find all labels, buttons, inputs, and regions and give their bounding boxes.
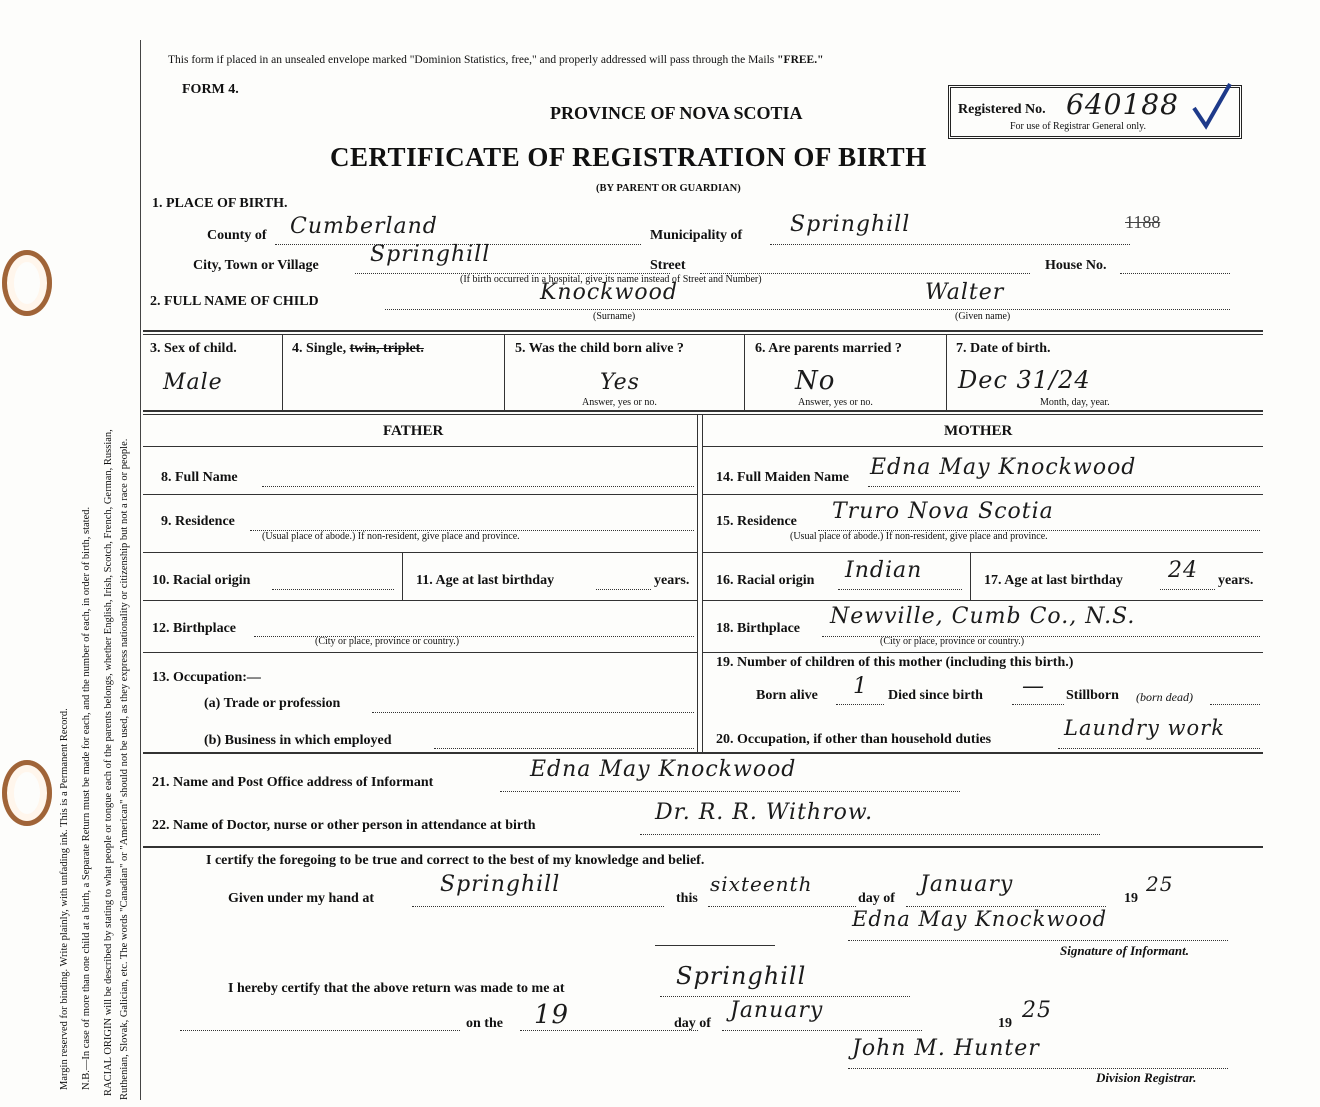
- county-label: County of: [207, 228, 267, 243]
- mail-note: [168, 54, 823, 66]
- father-age-label: 11. Age at last birthday: [416, 573, 555, 588]
- mother-children-label: 19. Number of children of this mother (including this birth.): [716, 655, 1074, 670]
- return-label: I hereby certify that the above return was made to me at: [228, 981, 565, 996]
- dob-caption: Month, day, year.: [1040, 397, 1110, 408]
- margin-racial-note-2: Ruthenian, Slovak, Galician, etc. The words "Canadian" or "American" should not be used, as they express nationality or citizenship but not a race or people.: [119, 438, 130, 1100]
- mother-occupation-value: Laundry work: [1064, 716, 1225, 740]
- on-month-value: January: [730, 998, 824, 1023]
- father-trade-label: (a) Trade or profession: [204, 696, 341, 711]
- mother-occupation-label: 20. Occupation, if other than household duties: [716, 732, 992, 747]
- on-year-value: 25: [1022, 998, 1052, 1023]
- registered-label: Registered No.: [958, 102, 1046, 117]
- mother-age-label: 17. Age at last birthday: [984, 573, 1123, 588]
- on-year-prefix: 19: [998, 1016, 1012, 1031]
- mother-birthplace-label: 18. Birthplace: [716, 621, 800, 636]
- mail-note-free: "FREE.": [777, 54, 824, 66]
- informant-signature: Edna May Knockwood: [852, 907, 1108, 931]
- on-day-of-label: day of: [674, 1016, 711, 1031]
- county-value: Cumberland: [290, 214, 438, 239]
- margin-nb-note: N.B.—In case of more than one child at a birth, a Separate Return must be made for each, and the number of each, in order of birth, stated.: [81, 506, 92, 1090]
- return-place: Springhill: [676, 962, 807, 990]
- sex-value: Male: [163, 370, 223, 395]
- house-label: House No.: [1045, 258, 1107, 273]
- day-value: sixteenth: [710, 872, 813, 896]
- city-value: Springhill: [370, 242, 491, 267]
- year-prefix: 19: [1124, 891, 1138, 906]
- year-value: 25: [1146, 872, 1174, 896]
- father-birthplace-label: 12. Birthplace: [152, 621, 236, 636]
- single-label-text: 4. Single,: [292, 341, 350, 356]
- given-label: Given under my hand at: [228, 891, 374, 906]
- married-caption: Answer, yes or no.: [798, 397, 873, 408]
- married-value: No: [795, 366, 836, 396]
- father-residence-caption: (Usual place of abode.) If non-resident, give place and province.: [262, 531, 520, 542]
- city-label: City, Town or Village: [193, 258, 319, 273]
- dob-label: 7. Date of birth.: [956, 341, 1051, 356]
- surname-caption: (Surname): [593, 311, 636, 322]
- single-label-struck: twin, triplet.: [349, 341, 424, 356]
- stillborn-label: Stillborn: [1066, 688, 1119, 703]
- father-occupation-label: 13. Occupation:—: [152, 670, 261, 685]
- mother-racial-value: Indian: [845, 558, 923, 583]
- father-name-label: 8. Full Name: [161, 470, 238, 485]
- registered-number: 640188: [1066, 88, 1179, 121]
- margin-binding-note: Margin reserved for binding. Write plainly, with unfading ink. This is a Permanent Record.: [59, 708, 70, 1090]
- mother-age-value: 24: [1168, 558, 1198, 583]
- binding-hole-top: [2, 250, 52, 316]
- sex-label: 3. Sex of child.: [150, 341, 237, 356]
- this-label: this: [676, 891, 698, 906]
- form-number: FORM 4.: [182, 82, 239, 97]
- mother-residence-caption: (Usual place of abode.) If non-resident, give place and province.: [790, 531, 1048, 542]
- hospital-note: (If birth occurred in a hospital, give its name instead of Street and Number): [460, 274, 762, 285]
- alive-value: Yes: [600, 370, 640, 395]
- dob-value: Dec 31/24: [958, 366, 1091, 394]
- mail-note-text: This form if placed in an unsealed envelope marked "Dominion Statistics, free," and properly addressed will pass through the Mails: [168, 54, 778, 66]
- stillborn-note: (born dead): [1136, 690, 1193, 704]
- street-label: Street: [650, 258, 686, 273]
- born-alive-value: 1: [853, 674, 868, 699]
- check-mark-icon: [1192, 82, 1232, 130]
- alive-label: 5. Was the child born alive ?: [515, 341, 684, 356]
- province-title: PROVINCE OF NOVA SCOTIA: [550, 103, 803, 123]
- binding-hole-bottom: [2, 760, 52, 826]
- month-value: January: [920, 872, 1014, 897]
- registrar-caption: Division Registrar.: [1096, 1070, 1197, 1085]
- mother-birthplace-caption: (City or place, province or country.): [880, 636, 1025, 647]
- signature-caption: Signature of Informant.: [1060, 943, 1189, 958]
- child-name-label: 2. FULL NAME OF CHILD: [150, 294, 319, 309]
- on-the-label: on the: [466, 1016, 503, 1031]
- mother-maiden-value: Edna May Knockwood: [870, 455, 1137, 480]
- died-value: —: [1022, 674, 1045, 699]
- child-surname: Knockwood: [540, 280, 678, 305]
- certify-statement: I certify the foregoing to be true and correct to the best of my knowledge and belief.: [206, 853, 705, 868]
- mother-heading: MOTHER: [944, 423, 1013, 439]
- municipality-value: Springhill: [790, 212, 911, 237]
- child-given-name: Walter: [925, 280, 1005, 305]
- certificate-title: CERTIFICATE OF REGISTRATION OF BIRTH: [330, 142, 927, 172]
- registrar-signature: John M. Hunter: [852, 1036, 1040, 1061]
- single-label: [292, 341, 424, 357]
- father-residence-label: 9. Residence: [161, 514, 235, 529]
- margin-rule: [140, 40, 141, 1100]
- alive-caption: Answer, yes or no.: [582, 397, 657, 408]
- day-of-label: day of: [858, 891, 895, 906]
- informant-value: Edna May Knockwood: [530, 757, 797, 782]
- died-label: Died since birth: [888, 688, 983, 703]
- margin-racial-note-1: RACIAL ORIGIN will be described by stating to what people or tongue each of the parents belongs, whether English, Irish, Scotch, French, German, Russian,: [103, 429, 114, 1096]
- certificate-subtitle: (BY PARENT OR GUARDIAN): [596, 183, 741, 194]
- mother-residence-label: 15. Residence: [716, 514, 797, 529]
- informant-label: 21. Name and Post Office address of Informant: [152, 775, 434, 790]
- doctor-label: 22. Name of Doctor, nurse or other person in attendance at birth: [152, 818, 536, 833]
- doctor-value: Dr. R. R. Withrow.: [655, 800, 874, 825]
- struck-number: 1188: [1125, 212, 1161, 232]
- married-label: 6. Are parents married ?: [755, 341, 902, 356]
- place-of-birth-label: 1. PLACE OF BIRTH.: [152, 196, 288, 211]
- born-alive-label: Born alive: [756, 688, 818, 703]
- on-day-value: 19: [534, 1000, 570, 1030]
- municipality-label: Municipality of: [650, 228, 743, 243]
- father-racial-label: 10. Racial origin: [152, 573, 251, 588]
- father-age-unit: years.: [654, 573, 690, 588]
- mother-age-unit: years.: [1218, 573, 1254, 588]
- mother-residence-value: Truro Nova Scotia: [832, 499, 1054, 524]
- given-caption: (Given name): [955, 311, 1011, 322]
- father-birthplace-caption: (City or place, province or country.): [315, 636, 460, 647]
- registrar-note: For use of Registrar General only.: [1010, 121, 1146, 132]
- mother-birthplace-value: Newville, Cumb Co., N.S.: [830, 604, 1136, 629]
- mother-maiden-label: 14. Full Maiden Name: [716, 470, 849, 485]
- given-place: Springhill: [440, 872, 561, 897]
- father-business-label: (b) Business in which employed: [204, 733, 392, 748]
- mother-racial-label: 16. Racial origin: [716, 573, 815, 588]
- father-heading: FATHER: [383, 423, 444, 439]
